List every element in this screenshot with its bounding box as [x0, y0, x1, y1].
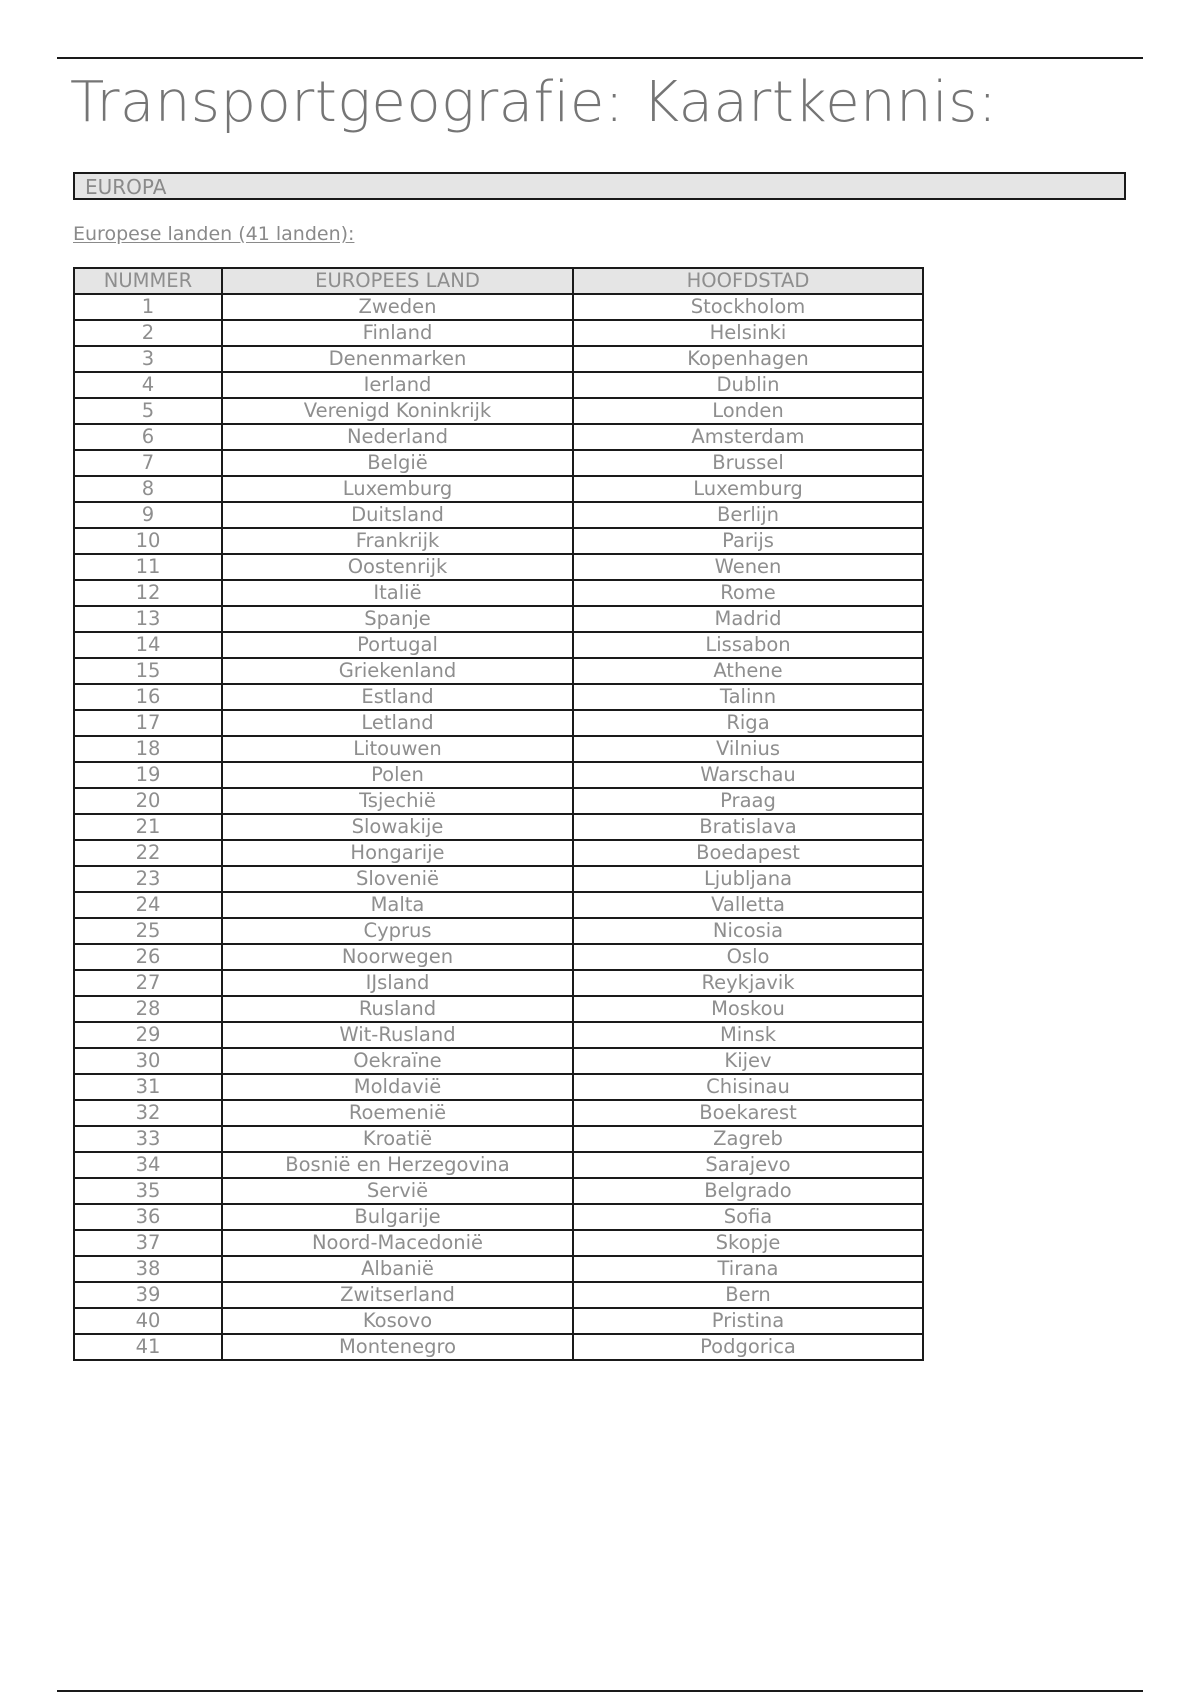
cell-capital: Kijev [573, 1048, 923, 1074]
cell-capital: Talinn [573, 684, 923, 710]
cell-capital: Parijs [573, 528, 923, 554]
cell-number: 1 [74, 294, 222, 320]
cell-country: Slowakije [222, 814, 573, 840]
cell-capital: Berlijn [573, 502, 923, 528]
cell-number: 16 [74, 684, 222, 710]
cell-capital: Tirana [573, 1256, 923, 1282]
cell-capital: Belgrado [573, 1178, 923, 1204]
cell-number: 39 [74, 1282, 222, 1308]
cell-number: 25 [74, 918, 222, 944]
cell-capital: Boedapest [573, 840, 923, 866]
cell-country: Litouwen [222, 736, 573, 762]
cell-capital: Kopenhagen [573, 346, 923, 372]
cell-capital: Rome [573, 580, 923, 606]
cell-number: 19 [74, 762, 222, 788]
cell-number: 37 [74, 1230, 222, 1256]
cell-number: 40 [74, 1308, 222, 1334]
cell-capital: Luxemburg [573, 476, 923, 502]
table-row [74, 476, 923, 502]
cell-capital: Podgorica [573, 1334, 923, 1360]
cell-number: 34 [74, 1152, 222, 1178]
cell-capital: Stockholom [573, 294, 923, 320]
cell-country: Moldavië [222, 1074, 573, 1100]
cell-number: 7 [74, 450, 222, 476]
cell-country: België [222, 450, 573, 476]
cell-number: 31 [74, 1074, 222, 1100]
table-row [74, 294, 923, 320]
header-row [74, 268, 923, 294]
cell-country: Wit-Rusland [222, 1022, 573, 1048]
table-row [74, 710, 923, 736]
cell-capital: Sofia [573, 1204, 923, 1230]
cell-country: Portugal [222, 632, 573, 658]
cell-number: 30 [74, 1048, 222, 1074]
cell-number: 6 [74, 424, 222, 450]
column-header-capital: HOOFDSTAD [573, 268, 923, 294]
cell-number: 21 [74, 814, 222, 840]
table-row [74, 372, 923, 398]
table-row [74, 944, 923, 970]
table-row [74, 632, 923, 658]
table-row [74, 1282, 923, 1308]
cell-country: Nederland [222, 424, 573, 450]
table-row [74, 1256, 923, 1282]
cell-number: 36 [74, 1204, 222, 1230]
cell-country: Oekraïne [222, 1048, 573, 1074]
section-heading: EUROPA [85, 175, 167, 199]
cell-number: 2 [74, 320, 222, 346]
table-row [74, 320, 923, 346]
cell-number: 15 [74, 658, 222, 684]
cell-capital: Nicosia [573, 918, 923, 944]
cell-number: 4 [74, 372, 222, 398]
cell-number: 13 [74, 606, 222, 632]
table-row [74, 970, 923, 996]
section-heading-bar [73, 172, 1126, 200]
cell-number: 11 [74, 554, 222, 580]
cell-capital: Riga [573, 710, 923, 736]
cell-number: 14 [74, 632, 222, 658]
cell-number: 10 [74, 528, 222, 554]
table-row [74, 684, 923, 710]
cell-capital: Skopje [573, 1230, 923, 1256]
cell-number: 12 [74, 580, 222, 606]
cell-number: 26 [74, 944, 222, 970]
cell-capital: Vilnius [573, 736, 923, 762]
table-row [74, 502, 923, 528]
cell-capital: Moskou [573, 996, 923, 1022]
cell-capital: Reykjavik [573, 970, 923, 996]
cell-country: Verenigd Koninkrijk [222, 398, 573, 424]
table-row [74, 450, 923, 476]
cell-country: Malta [222, 892, 573, 918]
cell-capital: Zagreb [573, 1126, 923, 1152]
cell-capital: Londen [573, 398, 923, 424]
cell-country: Tsjechië [222, 788, 573, 814]
cell-capital: Minsk [573, 1022, 923, 1048]
table-row [74, 918, 923, 944]
table-row [74, 1334, 923, 1360]
table-row [74, 814, 923, 840]
cell-country: Bosnië en Herzegovina [222, 1152, 573, 1178]
table-row [74, 762, 923, 788]
cell-capital: Praag [573, 788, 923, 814]
cell-capital: Ljubljana [573, 866, 923, 892]
table-row [74, 1230, 923, 1256]
cell-country: Slovenië [222, 866, 573, 892]
cell-capital: Athene [573, 658, 923, 684]
cell-country: Denenmarken [222, 346, 573, 372]
cell-capital: Bern [573, 1282, 923, 1308]
cell-country: Polen [222, 762, 573, 788]
table-row [74, 1204, 923, 1230]
top-rule [57, 57, 1143, 59]
cell-country: Letland [222, 710, 573, 736]
cell-country: Kosovo [222, 1308, 573, 1334]
cell-number: 32 [74, 1100, 222, 1126]
countries-table [73, 267, 924, 1361]
table-header [74, 268, 923, 294]
table-row [74, 658, 923, 684]
cell-number: 22 [74, 840, 222, 866]
cell-country: Cyprus [222, 918, 573, 944]
table-row [74, 424, 923, 450]
cell-capital: Dublin [573, 372, 923, 398]
cell-capital: Warschau [573, 762, 923, 788]
cell-country: Oostenrijk [222, 554, 573, 580]
table-row [74, 554, 923, 580]
cell-country: Finland [222, 320, 573, 346]
table-row [74, 1074, 923, 1100]
cell-country: Zweden [222, 294, 573, 320]
cell-country: Spanje [222, 606, 573, 632]
table-row [74, 736, 923, 762]
cell-capital: Valletta [573, 892, 923, 918]
cell-country: Duitsland [222, 502, 573, 528]
cell-capital: Madrid [573, 606, 923, 632]
table-row [74, 580, 923, 606]
cell-country: Noord-Macedonië [222, 1230, 573, 1256]
cell-number: 20 [74, 788, 222, 814]
cell-capital: Pristina [573, 1308, 923, 1334]
table-row [74, 996, 923, 1022]
cell-number: 23 [74, 866, 222, 892]
cell-capital: Oslo [573, 944, 923, 970]
table-row [74, 1100, 923, 1126]
cell-number: 35 [74, 1178, 222, 1204]
cell-country: Kroatië [222, 1126, 573, 1152]
cell-number: 41 [74, 1334, 222, 1360]
cell-number: 17 [74, 710, 222, 736]
column-header-country: EUROPEES LAND [222, 268, 573, 294]
cell-capital: Amsterdam [573, 424, 923, 450]
cell-country: Rusland [222, 996, 573, 1022]
cell-country: Ierland [222, 372, 573, 398]
subheading: Europese landen (41 landen): [73, 223, 355, 245]
bottom-rule [57, 1690, 1143, 1692]
cell-capital: Bratislava [573, 814, 923, 840]
cell-capital: Helsinki [573, 320, 923, 346]
table-row [74, 892, 923, 918]
cell-number: 18 [74, 736, 222, 762]
cell-country: Servië [222, 1178, 573, 1204]
cell-country: Albanië [222, 1256, 573, 1282]
page-title: Transportgeografie: Kaartkennis: [70, 70, 998, 135]
table-row [74, 398, 923, 424]
cell-capital: Chisinau [573, 1074, 923, 1100]
cell-country: Bulgarije [222, 1204, 573, 1230]
cell-country: Montenegro [222, 1334, 573, 1360]
table-row [74, 788, 923, 814]
cell-number: 5 [74, 398, 222, 424]
table-row [74, 1022, 923, 1048]
table-row [74, 606, 923, 632]
cell-country: Noorwegen [222, 944, 573, 970]
cell-number: 33 [74, 1126, 222, 1152]
cell-capital: Wenen [573, 554, 923, 580]
cell-country: Hongarije [222, 840, 573, 866]
cell-country: IJsland [222, 970, 573, 996]
cell-number: 27 [74, 970, 222, 996]
cell-country: Luxemburg [222, 476, 573, 502]
cell-number: 8 [74, 476, 222, 502]
table-row [74, 866, 923, 892]
table-row [74, 1048, 923, 1074]
cell-number: 24 [74, 892, 222, 918]
cell-capital: Lissabon [573, 632, 923, 658]
cell-country: Italië [222, 580, 573, 606]
table-row [74, 346, 923, 372]
cell-number: 38 [74, 1256, 222, 1282]
cell-number: 28 [74, 996, 222, 1022]
cell-country: Roemenië [222, 1100, 573, 1126]
cell-number: 9 [74, 502, 222, 528]
table-row [74, 1308, 923, 1334]
table-body [74, 294, 923, 1360]
cell-number: 3 [74, 346, 222, 372]
column-header-number: NUMMER [74, 268, 222, 294]
cell-country: Griekenland [222, 658, 573, 684]
table-row [74, 1126, 923, 1152]
cell-number: 29 [74, 1022, 222, 1048]
cell-capital: Boekarest [573, 1100, 923, 1126]
cell-capital: Sarajevo [573, 1152, 923, 1178]
table-row [74, 840, 923, 866]
table-row [74, 528, 923, 554]
table-row [74, 1152, 923, 1178]
cell-country: Frankrijk [222, 528, 573, 554]
cell-capital: Brussel [573, 450, 923, 476]
cell-country: Estland [222, 684, 573, 710]
cell-country: Zwitserland [222, 1282, 573, 1308]
table-row [74, 1178, 923, 1204]
